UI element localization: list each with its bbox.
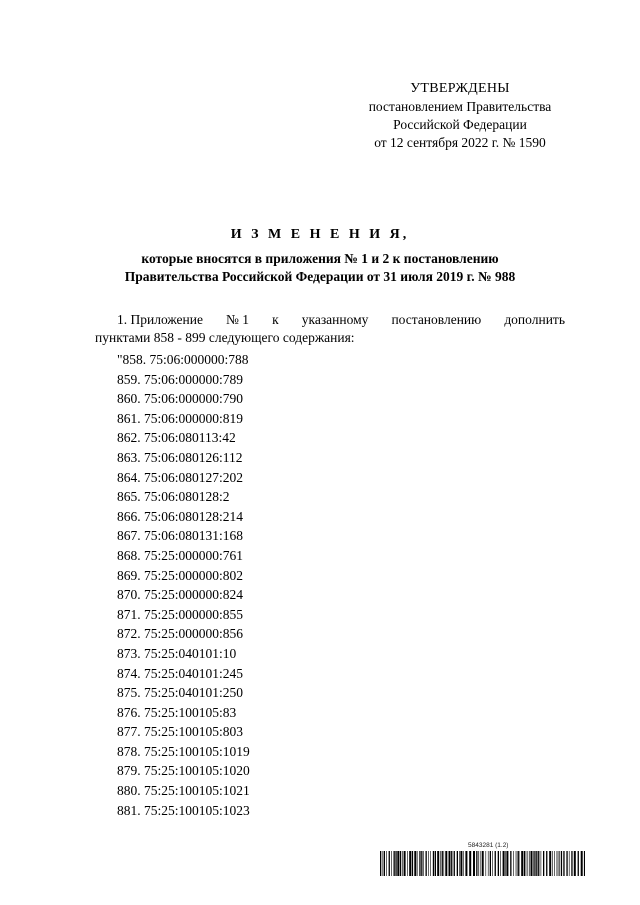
list-item: 860. 75:06:000000:790 [117,391,244,407]
list-item: 866. 75:06:080128:214 [117,508,244,524]
barcode-bar [571,851,572,876]
approval-block [330,80,590,152]
barcode-bar [460,851,462,876]
barcode-bar [449,851,451,876]
list-item: 862. 75:06:080113:42 [117,430,236,446]
list-item: 859. 75:06:000000:789 [117,371,244,387]
barcode-bar [546,851,547,876]
paragraph-line-1 [117,311,565,329]
barcode-bar [457,851,458,876]
list-item: 872. 75:25:000000:856 [117,626,244,642]
barcode-bar [482,851,484,876]
list-item: 880. 75:25:100105:1021 [117,783,250,799]
barcode-bar [459,851,460,876]
barcode-bar [559,851,560,876]
barcode-bar [510,851,511,876]
barcode-bar [563,851,564,876]
barcode-bar [521,851,523,876]
barcode-bar [407,851,408,876]
barcode-bar [476,851,477,876]
barcode-bar [569,851,570,876]
document-stamp-number: 5843281 (1.2) [468,842,509,849]
amendment-paragraph [95,311,565,347]
barcode-bar [584,851,585,876]
paragraph-word: указанному [301,312,369,327]
list-item: 878. 75:25:100105:1019 [117,743,250,759]
barcode-bar [445,851,447,876]
barcode-bar [488,851,489,876]
barcode-bar [421,851,422,876]
subtitle-line-1: которые вносятся в приложения № 1 и 2 к постановлению [141,251,499,266]
barcode-bar [554,851,555,876]
barcode-bar [524,851,525,876]
barcode-bar [404,851,406,876]
barcode-bar [534,851,535,876]
barcode-bar [529,851,530,876]
paragraph-word: дополнить [504,312,565,327]
approval-heading: УТВЕРЖДЕНЫ [410,81,510,96]
barcode-bar [473,851,475,876]
barcode-bar [541,851,542,876]
barcode-bar [506,851,508,876]
paragraph-word: 1. Приложение [117,312,203,327]
barcode-image [380,851,585,876]
barcode-bar [435,851,436,876]
barcode-bar [469,851,471,876]
list-item: "858. 75:06:000000:788 [117,352,249,367]
barcode-bar [528,851,529,876]
barcode-bar [503,851,505,876]
barcode-bar [428,851,429,876]
barcode-bar [558,851,559,876]
barcode-bar [386,851,387,876]
document-subtitle [60,250,580,286]
barcode-bar [383,851,384,876]
barcode-bar [517,851,518,876]
barcode-bar [533,851,534,876]
barcode-bar [380,851,381,876]
list-item: 865. 75:06:080128:2 [117,489,230,505]
approval-line-1: постановлением Правительства [368,99,552,114]
barcode-bar [402,851,403,876]
list-item: 874. 75:25:040101:245 [117,665,244,681]
list-item: 861. 75:06:000000:819 [117,410,244,426]
barcode-bar [518,851,519,876]
barcode-bar [495,851,496,876]
barcode-bar [394,851,395,876]
barcode-bar [412,851,413,876]
barcode-bar [478,851,479,876]
barcode-bar [543,851,544,876]
barcode-bar [417,851,418,876]
barcode-bar [498,851,499,876]
barcode-bar [513,851,514,876]
barcode-bar [538,851,539,876]
barcode-bar [463,851,464,876]
barcode-bar [430,851,431,876]
list-item: 873. 75:25:040101:10 [117,645,237,661]
barcode-bar [414,851,416,876]
barcode-bar [400,851,401,876]
barcode-bar [433,851,434,876]
barcode-bar [486,851,487,876]
paragraph-line-2: пунктами 858 - 899 следующего содержания: [95,330,355,345]
barcode-bar [500,851,501,876]
barcode-bar [442,851,443,876]
document-title: И З М Е Н Е Н И Я, [230,227,410,242]
barcode-bar [389,851,390,876]
barcode-bar [561,851,562,876]
barcode-bar [423,851,424,876]
list-item: 869. 75:25:000000:802 [117,567,244,583]
barcode-bar [516,851,517,876]
barcode-bar [419,851,420,876]
paragraph-word: № 1 [226,312,250,327]
list-item: 877. 75:25:100105:803 [117,724,244,740]
barcode-bar [552,851,553,876]
barcode-bar [397,851,399,876]
subtitle-line-2: Правительства Российской Федерации от 31 июля 2019 г. № 988 [124,269,516,284]
barcode-bar [409,851,411,876]
list-item: 863. 75:06:080126:112 [117,449,243,465]
list-item: 864. 75:06:080127:202 [117,469,244,485]
barcode-bar [440,851,441,876]
list-item: 867. 75:06:080131:168 [117,528,244,544]
barcode-bar [492,851,493,876]
list-item: 870. 75:25:000000:824 [117,587,244,603]
barcode-bar [536,851,537,876]
approval-line-2: Российской Федерации [393,117,527,132]
barcode-bar [451,851,452,876]
barcode-bar [395,851,396,876]
cadastral-list [117,350,250,820]
barcode-bar [444,851,445,876]
list-item: 868. 75:25:000000:761 [117,547,244,563]
barcode-bar [480,851,481,876]
barcode-bar [581,851,583,876]
barcode-bar [454,851,455,876]
approval-line-3: от 12 сентября 2022 г. № 1590 [374,135,546,150]
paragraph-word: к [272,312,279,327]
barcode-bar [578,851,579,876]
barcode-bar [531,851,533,876]
barcode-bar [384,851,385,876]
barcode-bar [549,851,551,876]
barcode-bar [391,851,392,876]
paragraph-word: постановлению [391,312,482,327]
barcode-bar [505,851,506,876]
list-item: 875. 75:25:040101:250 [117,685,244,701]
list-item: 879. 75:25:100105:1020 [117,763,250,779]
barcode-bar [526,851,527,876]
list-item: 871. 75:25:000000:855 [117,606,244,622]
list-item: 881. 75:25:100105:1023 [117,802,250,818]
barcode-bar [490,851,491,876]
list-item: 876. 75:25:100105:83 [117,704,237,720]
barcode-bar [574,851,576,876]
barcode-bar [426,851,427,876]
barcode-bar [566,851,567,876]
barcode-bar [437,851,439,876]
barcode-bar [557,851,558,876]
barcode-bar [465,851,467,876]
